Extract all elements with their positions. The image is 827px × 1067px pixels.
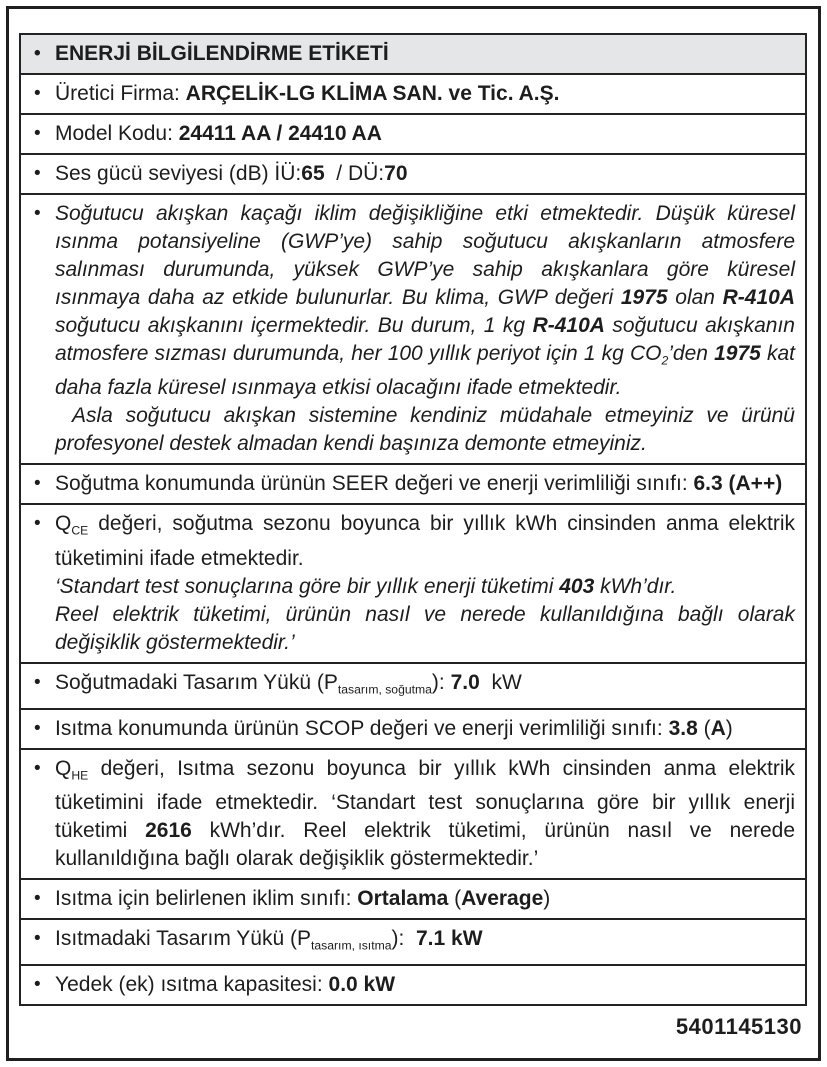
refrigerant-warning-paragraph: Asla soğutucu akışkan sistemine kendiniz müdahale etmeyiniz ve ürünü profesyonel destek almadan kendi başınıza demonte etmeyiniz. [55, 404, 795, 456]
backup-heating-line: Yedek (ek) ısıtma kapasitesi: 0.0 kW [55, 973, 396, 997]
bullet-icon: • [34, 888, 41, 909]
document-code: 5401145130 [675, 1014, 802, 1039]
row-seer [21, 465, 805, 505]
refrigerant-paragraph: Soğutucu akışkan kaçağı iklim değişikliğine etki etmektedir. Düşük küresel ısınma potansiyeline (GWP’ye) sahip soğutucu akışkanların atmosfere salınması durumunda, yüksek GWP’ye sahip akışkanlara göre küresel ısınmaya daha az etkide bulunurlar. Bu klima, GWP değeri 1975 olan R-410A soğutucu akışkanını içermektedir. Bu durum, 1 kg R-410A soğutucu akışkanın atmosfere sızması durumunda, her 100 yıllık periyot için 1 kg $CO_2’den$ 1975 kat daha fazla küresel ısınmaya etkisi olacağını ifade etmektedir. [55, 202, 796, 400]
bullet-icon: • [34, 928, 41, 949]
row-climate-class [21, 880, 805, 920]
bullet-icon: • [34, 671, 41, 693]
bullet-icon: • [34, 473, 41, 495]
scop-text [55, 715, 795, 743]
cooling-design-load-line: Soğutmadaki Tasarım Yükü $(P_{tasarım, soğutma})$: 7.0 kW [55, 670, 522, 696]
climate-class-text [55, 885, 795, 913]
bullet-icon: • [34, 123, 41, 144]
row-heating-design-load [21, 920, 805, 966]
model-code-line: Model Kodu: 24411 AA / 24410 AA [55, 122, 382, 145]
row-qce [21, 505, 805, 663]
bullet-icon: • [34, 83, 41, 104]
row-header-text [55, 40, 795, 68]
row-qhe [21, 750, 805, 880]
bullet-icon: • [34, 757, 41, 779]
bullet-icon: • [34, 974, 41, 996]
cooling-design-load-text [55, 669, 795, 703]
table-title: ENERJİ BİLGİLENDİRME ETİKETİ [55, 42, 389, 65]
seer-line: Soğutma konumunda ürünün SEER değeri ve enerji verimliliği sınıfı: 6.3 (A++) [55, 472, 783, 496]
model-code-text [55, 120, 795, 148]
energy-info-table [19, 33, 807, 1006]
row-model-code [21, 115, 805, 155]
row-refrigerant-info [21, 195, 805, 465]
row-cooling-design-load [21, 664, 805, 710]
row-header [21, 35, 805, 75]
qhe-paragraph: $Q_{HE}$ değeri, Isıtma sezonu boyunca bir yıllık kWh cinsinden anma elektrik tüketimini ifade etmektedir. ‘Standart test sonuçlarına göre bir yıllık enerji tüketimi 2616 kWh’dır. Reel elektrik tüketimi, ürünün nasıl ve nerede kullanıldığına bağlı olarak değişiklik göstermektedir.’ [55, 756, 796, 870]
manufacturer-line: Üretici Firma: ARÇELİK-LG KLİMA SAN. ve Tic. A.Ş. [55, 82, 560, 105]
manufacturer-text [55, 80, 795, 108]
qce-real-consumption: Reel elektrik tüketimi, ürünün nasıl ve nerede kullanıldığına bağlı olarak değişiklik göstermektedir.’ [55, 602, 795, 654]
qce-definition: $Q_{CE}$ değeri, soğutma sezonu boyunca bir yıllık kWh cinsinden anma elektrik tüketimini ifade etmektedir. [55, 512, 795, 570]
row-manufacturer [21, 75, 805, 115]
scop-line: Isıtma konumunda ürünün SCOP değeri ve enerji verimliliği sınıfı: 3.8 (A) [55, 716, 733, 740]
seer-text [55, 470, 795, 498]
bullet-icon: • [34, 163, 41, 184]
bullet-icon: • [34, 43, 41, 64]
climate-class-line: Isıtma için belirlenen iklim sınıfı: Ortalama (Average) [55, 887, 551, 910]
bullet-icon: • [34, 513, 41, 535]
qce-text [55, 510, 795, 656]
backup-heating-text [55, 971, 795, 999]
bullet-icon: • [34, 203, 41, 224]
row-scop [21, 710, 805, 750]
qhe-text [55, 755, 795, 873]
sound-power-text [55, 160, 795, 188]
bullet-icon: • [34, 717, 41, 739]
sound-power-line: Ses gücü seviyesi (dB) İÜ:65 / DÜ:70 [55, 162, 408, 185]
row-sound-power [21, 155, 805, 195]
row-backup-heating [21, 966, 805, 1004]
heating-design-load-line: Isıtmadaki Tasarım Yükü $(P_{tasarım, ısıtma})$: 7.1 kW [55, 927, 483, 953]
refrigerant-info-text [55, 200, 795, 458]
heating-design-load-text [55, 925, 795, 959]
qce-standard-consumption: ‘Standart test sonuçlarına göre bir yıllık enerji tüketimi 403 kWh’dır. [55, 574, 677, 598]
